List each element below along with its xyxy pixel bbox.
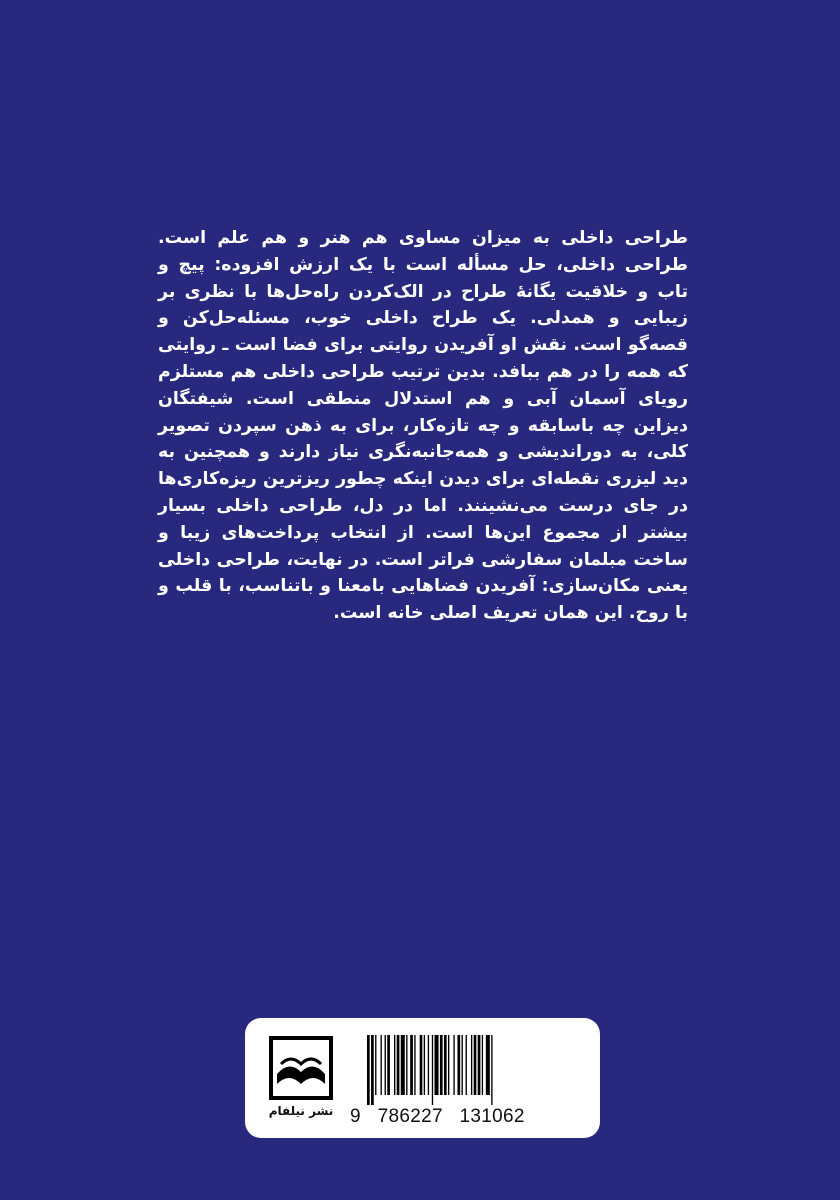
barcode-bar [474,1035,477,1095]
barcode-bar [406,1035,407,1095]
barcode-bar [371,1035,374,1105]
book-logo-icon [267,1034,335,1104]
barcode-bar [457,1035,460,1095]
barcode-bar [385,1035,386,1095]
barcode-bar [482,1035,483,1095]
barcode-bar [462,1035,463,1095]
barcode-bar [486,1035,490,1095]
publisher-name: نشر نیلفام [268,1104,334,1118]
barcode-bar [367,1035,370,1105]
barcode-bar [432,1035,433,1105]
barcode-bar [435,1035,439,1095]
barcode-bar [453,1035,454,1095]
isbn-digits: 9 786227 131062 [350,1106,525,1127]
barcode-bars [367,1035,547,1105]
isbn-barcode [350,1035,550,1125]
barcode-bar [420,1035,423,1095]
barcode-bar [401,1035,405,1095]
barcode-bar [478,1035,481,1095]
barcode-bar [471,1035,472,1095]
barcode-bar [428,1035,429,1095]
barcode-bar [394,1035,395,1095]
barcode-bar [440,1035,443,1095]
barcode-bar [444,1035,447,1095]
barcode-bar [381,1035,382,1095]
barcode-bar [424,1035,425,1095]
barcode-bar [466,1035,467,1095]
barcode-bar [375,1035,376,1095]
barcode-bar [448,1035,449,1095]
barcode-bar [397,1035,400,1095]
publisher-logo [267,1034,335,1124]
back-cover-blurb: طراحی داخلی به میزان مساوی هم هنر و هم علم است. طراحی داخلی، حل مسأله است با یک ارزش افزوده: پیچ و تاب و خلاقیت یگانهٔ طراح در الک‌کردن راه‌حل‌ها با نظری بر زیبایی و همدلی. یک طراح داخلی خوب، مسئله‌حل‌کن و قصه‌گو است. نقش او آفریدن روایتی برای فضا است ـ روایتی که همه را در هم ببافد. بدین ترتیب طراحی داخلی هم مستلزم رویای آسمان آبی و هم استدلال منطقی است. شیفتگان دیزاین چه باسابقه و چه تازه‌کار، برای به ذهن سپردن تصویر کلی، به دوراندیشی و همه‌جانبه‌نگری نیاز دارند و همچنین به دید لیزری نقطه‌ای برای دیدن اینکه چطور ریزترین ریزه‌کاری‌ها در جای درست می‌نشینند. اما در دل، طراحی داخلی بسیار بیشتر از مجموع این‌ها است. از انتخاب پرداخت‌های زیبا و ساخت مبلمان سفارشی فراتر است. در نهایت، طراحی داخلی یعنی مکان‌سازی: آفریدن فضاهایی بامعنا و باتناسب، با قلب و با روح. این همان تعریف اصلی خانه است. [158,228,688,624]
barcode-bar [414,1035,415,1095]
barcode-panel [245,1018,600,1138]
barcode-bar [410,1035,413,1095]
barcode-bar [387,1035,390,1095]
barcode-bar [491,1035,492,1105]
